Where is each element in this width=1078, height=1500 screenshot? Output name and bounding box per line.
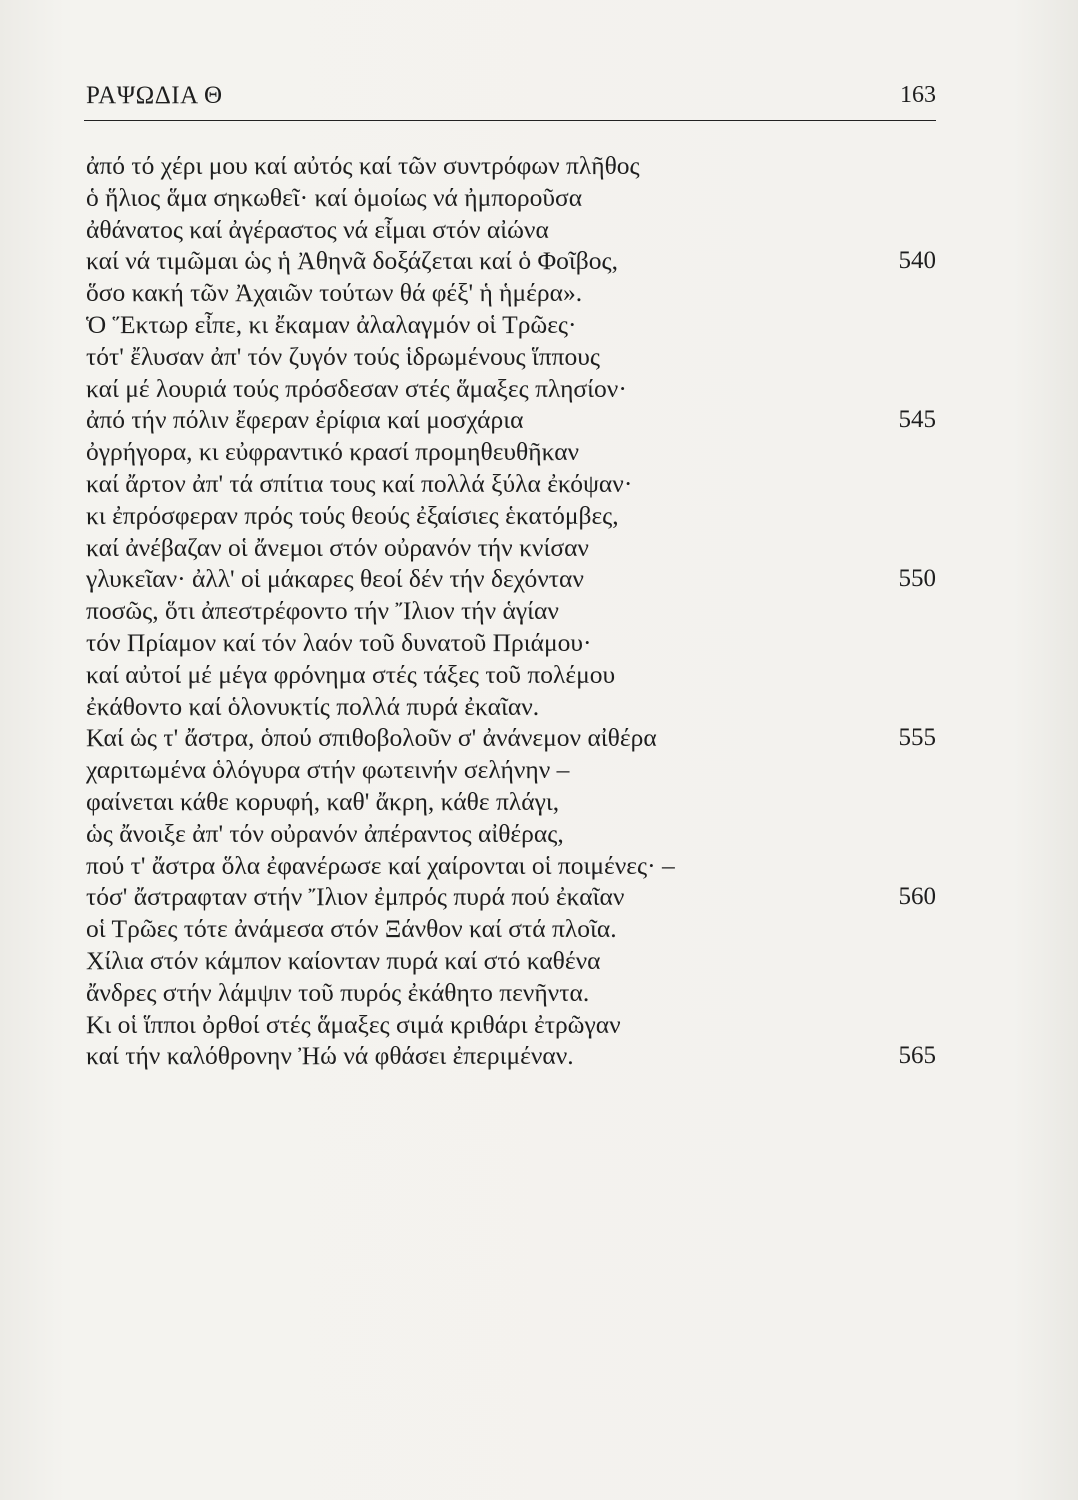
verse-line — [86, 977, 938, 1009]
verse-line — [86, 309, 938, 341]
line-number: 560 — [898, 883, 936, 911]
verse-line — [86, 595, 938, 627]
verse-line — [86, 373, 938, 405]
verse-text: ποσῶς, ὅτι ἀπεστρέφοντο τήν Ἴλιον τήν ἁγίαν — [86, 596, 559, 626]
verse-text: ἄνδρες στήν λάμψιν τοῦ πυρός ἐκάθητο πενῆντα. — [86, 977, 590, 1007]
verse-line — [86, 913, 938, 945]
verse-line — [86, 786, 938, 818]
verse-text: ἀπό τό χέρι μου καί αὐτός καί τῶν συντρόφων πλῆθος — [86, 151, 640, 180]
verse-text: καί αὐτοί μέ μέγα φρόνημα στές τάξες τοῦ πολέμου — [86, 659, 616, 689]
verse-line — [86, 627, 938, 659]
page-number: 163 — [900, 82, 936, 108]
verse-line — [86, 500, 938, 532]
verse-line — [86, 691, 938, 723]
verse-line — [86, 754, 938, 786]
line-number: 550 — [898, 565, 936, 593]
running-head — [86, 82, 936, 116]
verse-line — [86, 436, 938, 468]
verse-line — [86, 945, 938, 977]
verse-line — [86, 1009, 938, 1041]
verse-line — [86, 850, 938, 882]
verse-text: καί τήν καλόθρονην Ἠώ νά φθάσει ἐπεριμέναν. — [86, 1041, 574, 1071]
verse-text: ὁ ἥλιος ἅμα σηκωθεῖ· καί ὁμοίως νά ἠμποροῦσα — [86, 182, 583, 212]
verse-line — [86, 214, 938, 246]
verse-text: ὅσο κακή τῶν Ἀχαιῶν τούτων θά φέξ' ἡ ἡμέρα». — [86, 278, 583, 308]
verse-line — [86, 468, 938, 500]
verse-text: Καί ὡς τ' ἄστρα, ὁπού σπιθοβολοῦν σ' ἀνάνεμον αἰθέρα — [86, 723, 657, 753]
verse-line — [86, 182, 938, 214]
verse-text: τόν Πρίαμον καί τόν λαόν τοῦ δυνατοῦ Πριάμου· — [86, 627, 592, 657]
verse-text: πού τ' ἄστρα ὅλα ἐφανέρωσε καί χαίρονται οἱ ποιμένες· – — [86, 850, 675, 880]
verse-text: ὡς ἄνοιξε ἀπ' τόν οὐρανόν ἀπέραντος αἰθέρας, — [86, 818, 564, 848]
verse-line — [86, 404, 938, 436]
verse-line — [86, 341, 938, 373]
verse-text: Κι οἱ ἵπποι ὀρθοί στές ἅμαξες σιμά κριθάρι ἐτρῶγαν — [86, 1009, 621, 1039]
verse-text: καί ἀνέβαζαν οἱ ἄνεμοι στόν οὐρανόν τήν κνίσαν — [86, 532, 589, 562]
verse-text: καί ἄρτον ἀπ' τά σπίτια τους καί πολλά ξύλα ἐκόψαν· — [86, 468, 633, 498]
verse-text: τόσ' ἄστραφταν στήν Ἴλιον ἐμπρός πυρά πού ἐκαῖαν — [86, 882, 625, 912]
verse-line — [86, 881, 938, 913]
verse-line — [86, 659, 938, 691]
verse-text: ἐκάθοντο καί ὁλονυκτίς πολλά πυρά ἐκαῖαν. — [86, 691, 540, 721]
verse-line — [86, 150, 938, 182]
verse-line — [86, 532, 938, 564]
verse-text: χαριτωμένα ὁλόγυρα στήν φωτεινήν σελήνην – — [86, 755, 570, 785]
line-number: 540 — [898, 247, 936, 275]
verse-text: καί νά τιμῶμαι ὡς ἡ Ἀθηνᾶ δοξάζεται καί ὁ Φοῖβος, — [86, 246, 618, 276]
verse-line — [86, 818, 938, 850]
verse-line — [86, 563, 938, 595]
verse-text: γλυκεῖαν· ἀλλ' οἱ μάκαρες θεοί δέν τήν δεχόνταν — [86, 564, 584, 594]
header-rule — [84, 120, 936, 121]
line-number: 555 — [898, 724, 936, 752]
verse-line — [86, 277, 938, 309]
chapter-title: ΡΑΨΩΔΙΑ Θ — [86, 82, 223, 109]
verse-text: Χίλια στόν κάμπον καίονταν πυρά καί στό καθένα — [86, 945, 601, 975]
verse-text: οἱ Τρῶες τότε ἀνάμεσα στόν Ξάνθον καί στά πλοῖα. — [86, 914, 617, 944]
verse-line — [86, 1040, 938, 1072]
verse-text: ἀθάνατος καί ἀγέραστος νά εἶμαι στόν αἰώνα — [86, 214, 549, 244]
verse-text: Ὁ Ἕκτωρ εἶπε, κι ἔκαμαν ἀλαλαγμόν οἱ Τρῶες· — [86, 309, 577, 339]
line-number: 545 — [898, 406, 936, 434]
verse-text: τότ' ἔλυσαν ἀπ' τόν ζυγόν τούς ἱδρωμένους ἵππους — [86, 341, 600, 371]
verse-text: κι ἐπρόσφεραν πρός τούς θεούς ἐξαίσιες ἑκατόμβες, — [86, 500, 619, 530]
verse-text: ὀγρήγορα, κι εὐφραντικό κρασί προμηθευθῆκαν — [86, 437, 580, 467]
verse-text: φαίνεται κάθε κορυφή, καθ' ἄκρη, κάθε πλάγι, — [86, 786, 560, 816]
verse-line — [86, 722, 938, 754]
verse-text: καί μέ λουριά τούς πρόσδεσαν στές ἅμαξες πλησίον· — [86, 373, 627, 403]
verse-text: ἀπό τήν πόλιν ἔφεραν ἐρίφια καί μοσχάρια — [86, 405, 524, 435]
line-number: 565 — [898, 1042, 936, 1070]
verse-list — [86, 150, 938, 1072]
verse-line — [86, 245, 938, 277]
